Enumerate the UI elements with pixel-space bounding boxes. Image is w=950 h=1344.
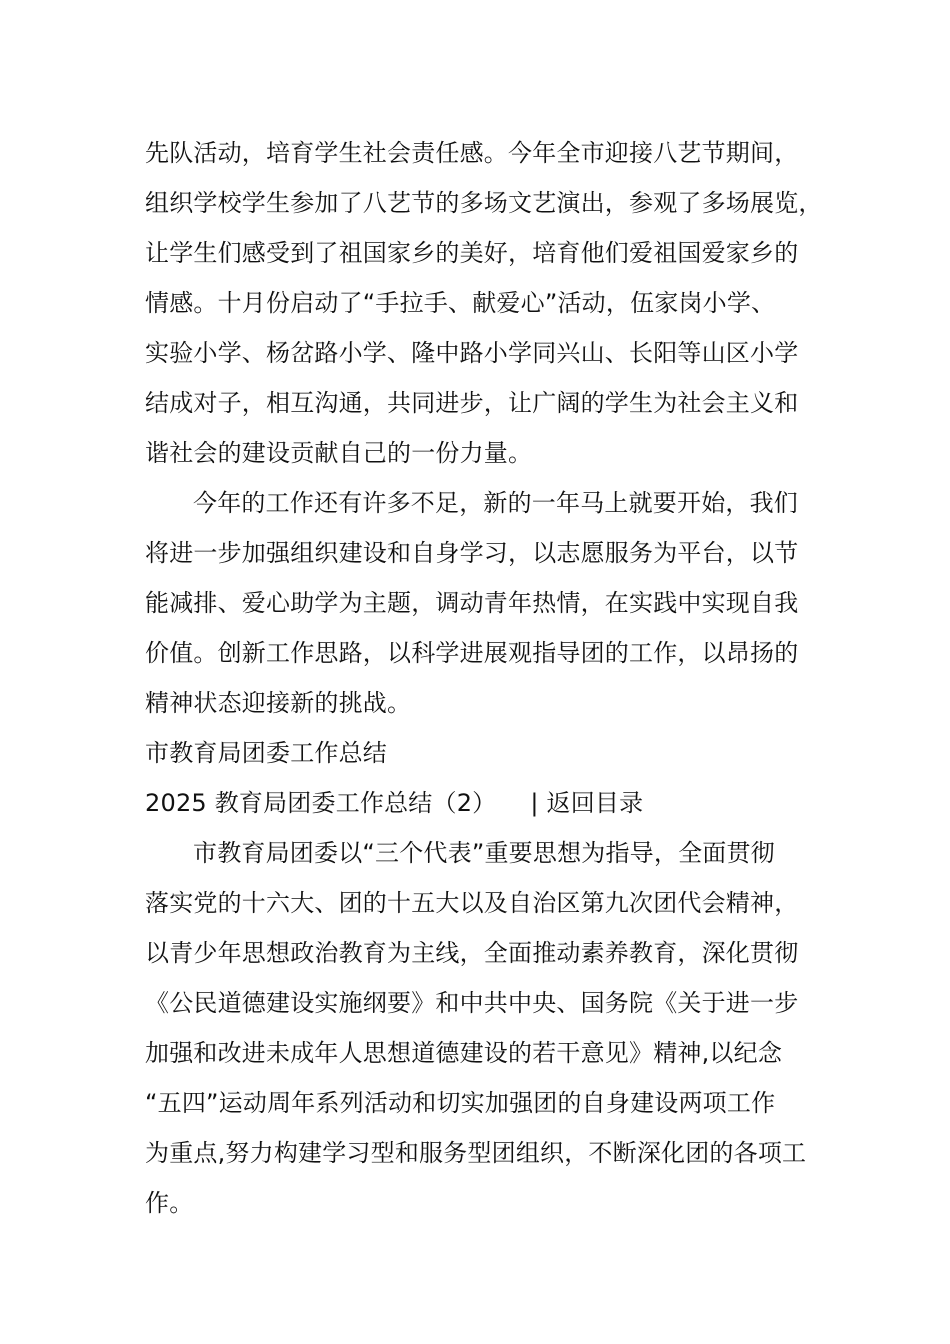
back-to-toc-link[interactable]: | 返回目录 — [530, 789, 644, 817]
text-line: 价值。创新工作思路，以科学进展观指导团的工作，以昂扬的 — [145, 639, 799, 667]
text-line: 结成对子，相互沟通，共同进步，让广阔的学生为社会主义和 — [145, 389, 799, 417]
subheading — [145, 778, 835, 828]
text-line: 将进一步加强组织建设和自身学习，以志愿服务为平台，以节 — [145, 539, 799, 567]
text-line: 让学生们感受到了祖国家乡的美好，培育他们爱祖国爱家乡的 — [145, 239, 799, 267]
text-line: 落实党的十六大、团的十五大以及自治区第九次团代会精神， — [145, 889, 799, 917]
text-line: 能减排、爱心助学为主题，调动青年热情，在实践中实现自我 — [145, 589, 799, 617]
text-line: 以青少年思想政治教育为主线，全面推动素养教育，深化贯彻 — [145, 939, 799, 967]
section-title: 市教育局团委工作总结 — [145, 739, 387, 767]
text-line: “五四”运动周年系列活动和切实加强团的自身建设两项工作 — [145, 1089, 776, 1117]
text-line: 情感。十月份启动了“手拉手、献爱心”活动，伍家岗小学、 — [145, 289, 776, 317]
text-line: 实验小学、杨岔路小学、隆中路小学同兴山、长阳等山区小学 — [145, 339, 799, 367]
text-line: 精神状态迎接新的挑战。 — [145, 689, 412, 717]
text-line: 作。 — [145, 1189, 194, 1217]
text-line: 谐社会的建设贡献自己的一份力量。 — [145, 439, 533, 467]
subheading-title: 2025 教育局团委工作总结（2） — [145, 789, 497, 817]
text-line: 组织学校学生参加了八艺节的多场文艺演出，参观了多场展览， — [145, 189, 823, 217]
text-line: 为重点,努力构建学习型和服务型团组织，不断深化团的各项工 — [145, 1139, 807, 1167]
text-line: 先队活动，培育学生社会责任感。今年全市迎接八艺节期间， — [145, 139, 799, 167]
text-line: 《公民道德建设实施纲要》和中共中央、国务院《关于进一步 — [145, 989, 799, 1017]
paragraph-first-line: 今年的工作还有许多不足，新的一年马上就要开始，我们 — [193, 489, 798, 517]
document-body — [145, 128, 835, 1228]
text-line: 加强和改进未成年人思想道德建设的若干意见》精神,以纪念 — [145, 1039, 783, 1067]
paragraph-first-line: 市教育局团委以“三个代表”重要思想为指导，全面贯彻 — [193, 839, 775, 867]
